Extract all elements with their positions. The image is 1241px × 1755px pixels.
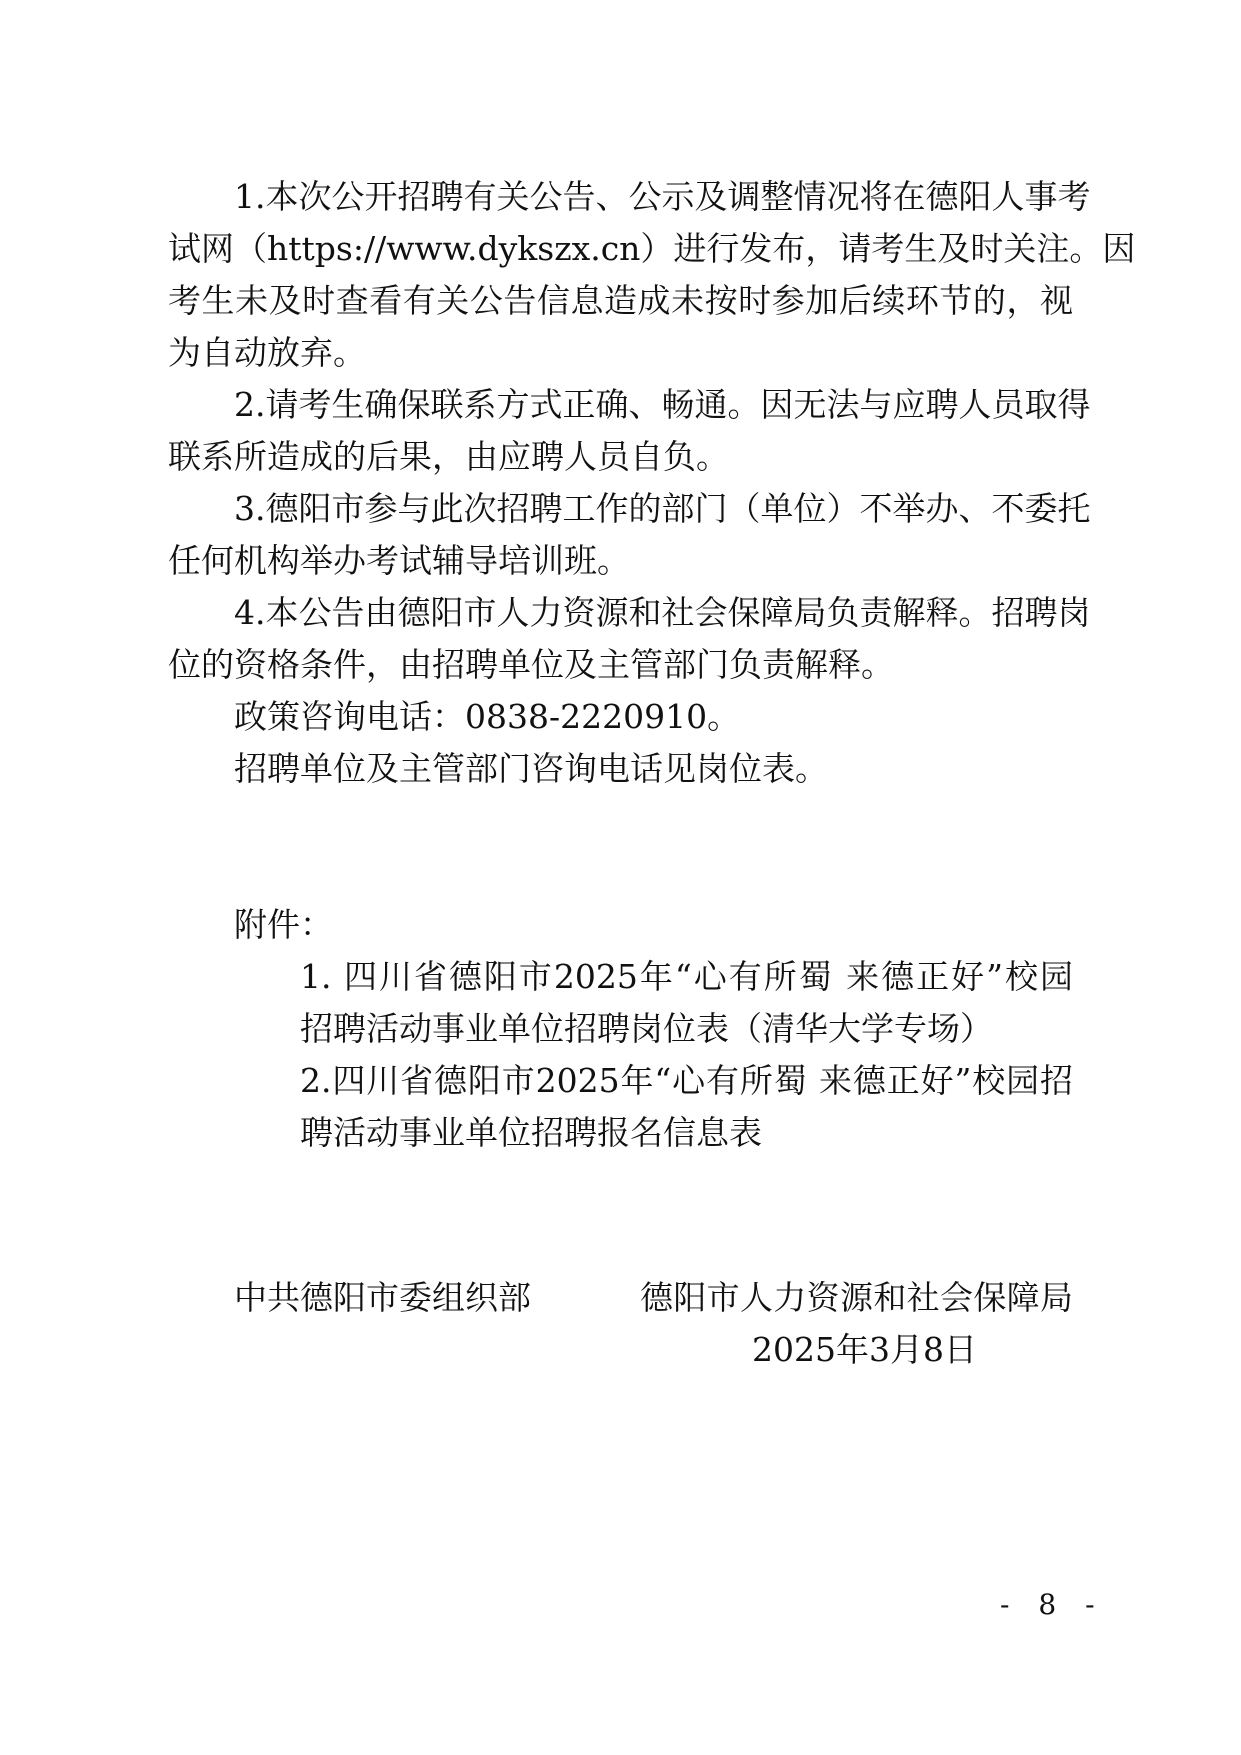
paragraph-2-line-1: 2.请考生确保联系方式正确、畅通。因无法与应聘人员取得 <box>234 385 1091 424</box>
unit-phone: 招聘单位及主管部门咨询电话见岗位表。 <box>234 749 828 788</box>
paragraph-3-line-2: 任何机构举办考试辅导培训班。 <box>168 541 630 580</box>
attachment-2-line-2: 聘活动事业单位招聘报名信息表 <box>300 1113 762 1152</box>
paragraph-1-line-1: 1.本次公开招聘有关公告、公示及调整情况将在德阳人事考 <box>234 177 1091 216</box>
paragraph-2-line-2: 联系所造成的后果，由应聘人员自负。 <box>168 437 729 476</box>
paragraph-3-line-1: 3.德阳市参与此次招聘工作的部门（单位）不举办、不委托 <box>234 489 1091 528</box>
attachments-label: 附件： <box>234 905 333 944</box>
paragraph-4-line-1: 4.本公告由德阳市人力资源和社会保障局负责解释。招聘岗 <box>234 593 1091 632</box>
issuer-human-resources-bureau: 德阳市人力资源和社会保障局 <box>640 1278 1073 1317</box>
policy-phone: 政策咨询电话：0838-2220910。 <box>234 697 741 736</box>
paragraph-1-line-4: 为自动放弃。 <box>168 333 366 372</box>
issue-date: 2025年3月8日 <box>752 1330 977 1369</box>
paragraph-1-line-3: 考生未及时查看有关公告信息造成未按时参加后续环节的，视 <box>168 281 1073 320</box>
issuer-organization-department: 中共德阳市委组织部 <box>234 1278 531 1317</box>
paragraph-1-line-2: 试网（https://www.dykszx.cn）进行发布，请考生及时关注。因 <box>168 229 1136 268</box>
paragraph-4-line-2: 位的资格条件，由招聘单位及主管部门负责解释。 <box>168 645 894 684</box>
attachment-2-line-1: 2.四川省德阳市2025年“心有所蜀 来德正好”校园招 <box>300 1061 1073 1100</box>
attachment-1-line-2: 招聘活动事业单位招聘岗位表（清华大学专场） <box>300 1009 993 1048</box>
page-number: - 8 - <box>1000 1588 1105 1621</box>
attachment-1-line-1: 1. 四川省德阳市2025年“心有所蜀 来德正好”校园 <box>300 957 1073 996</box>
